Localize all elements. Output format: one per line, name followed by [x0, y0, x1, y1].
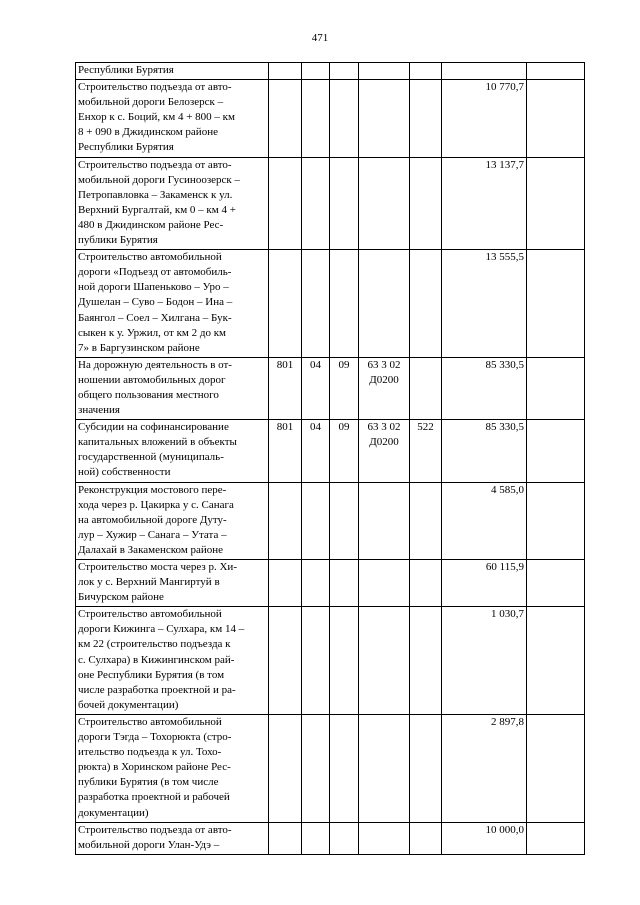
subsection-code-cell — [330, 157, 359, 250]
table-row — [76, 80, 585, 157]
admin-code-cell — [269, 482, 302, 559]
subsection-code-cell — [330, 80, 359, 157]
table-row — [76, 250, 585, 358]
expense-type-cell — [410, 822, 442, 854]
target-code-cell — [359, 560, 410, 607]
target-code-cell — [359, 482, 410, 559]
extra-cell — [527, 420, 585, 482]
item-name-cell: Строительство автомобильной дороги Кижинга – Сулхара, км 14 – км 22 (строительство подъезда к с. Сулхара) в Кижингинском рай- оне Республики Бурятия (в том числе разработка проектной и ра- бочей документации) — [76, 607, 269, 715]
item-name-cell: Строительство автомобильной дороги Тэгда – Тохорюкта (стро- ительство подъезда к ул. Тохо- рюкта) в Хоринском районе Рес- публики Бурятия (в том числе разработка проектной и рабочей документации) — [76, 714, 269, 822]
subsection-code-cell: 09 — [330, 420, 359, 482]
admin-code-cell — [269, 250, 302, 358]
admin-code-cell — [269, 80, 302, 157]
expense-type-cell — [410, 157, 442, 250]
item-name-cell: Строительство автомобильной дороги «Подъезд от автомобиль- ной дороги Шапеньково – Уро – Душелан – Суво – Бодон – Ина – Баянгол – Соел – Хилгана – Бук- сыкен к у. Уржил, от км 2 до км 7» в Баргузинском районе — [76, 250, 269, 358]
target-code-cell — [359, 250, 410, 358]
admin-code-cell — [269, 63, 302, 80]
target-code-cell — [359, 714, 410, 822]
subsection-code-cell — [330, 607, 359, 715]
item-name-cell: Строительство моста через р. Хи- лок у с. Верхний Мангиртуй в Бичурском районе — [76, 560, 269, 607]
table-row — [76, 63, 585, 80]
subsection-code-cell — [330, 560, 359, 607]
target-code-cell — [359, 822, 410, 854]
table-row — [76, 560, 585, 607]
expense-type-cell — [410, 80, 442, 157]
expense-type-cell — [410, 250, 442, 358]
extra-cell — [527, 157, 585, 250]
admin-code-cell — [269, 714, 302, 822]
admin-code-cell — [269, 822, 302, 854]
extra-cell — [527, 357, 585, 419]
subsection-code-cell — [330, 63, 359, 80]
item-name-cell: Строительство подъезда от авто- мобильной дороги Белозерск – Енхор к с. Боций, км 4 + 800 – км 8 + 090 в Джидинском районе Республики Бурятия — [76, 80, 269, 157]
section-code-cell — [302, 80, 330, 157]
section-code-cell — [302, 157, 330, 250]
table-row — [76, 482, 585, 559]
section-code-cell: 04 — [302, 420, 330, 482]
target-code-cell — [359, 80, 410, 157]
section-code-cell — [302, 560, 330, 607]
admin-code-cell: 801 — [269, 420, 302, 482]
amount-cell: 13 555,5 — [442, 250, 527, 358]
amount-cell: 1 030,7 — [442, 607, 527, 715]
amount-cell: 10 000,0 — [442, 822, 527, 854]
target-code-cell — [359, 157, 410, 250]
table-row — [76, 714, 585, 822]
section-code-cell — [302, 822, 330, 854]
amount-cell: 85 330,5 — [442, 420, 527, 482]
admin-code-cell — [269, 157, 302, 250]
subsection-code-cell — [330, 482, 359, 559]
item-name-cell: Реконструкция мостового пере- хода через р. Цакирка у с. Санага на автомобильной дороге Дуту- лур – Хужир – Санага – Утата – Далахай в Закаменском районе — [76, 482, 269, 559]
amount-cell: 4 585,0 — [442, 482, 527, 559]
item-name-cell: На дорожную деятельность в от- ношении автомобильных дорог общего пользования местного значения — [76, 357, 269, 419]
budget-table — [75, 62, 585, 855]
extra-cell — [527, 250, 585, 358]
expense-type-cell — [410, 607, 442, 715]
expense-type-cell — [410, 357, 442, 419]
table-row — [76, 357, 585, 419]
amount-cell: 10 770,7 — [442, 80, 527, 157]
amount-cell: 60 115,9 — [442, 560, 527, 607]
section-code-cell — [302, 607, 330, 715]
section-code-cell — [302, 250, 330, 358]
item-name-cell: Субсидии на софинансирование капитальных вложений в объекты государственной (муниципаль- ной) собственности — [76, 420, 269, 482]
amount-cell — [442, 63, 527, 80]
table-row — [76, 157, 585, 250]
extra-cell — [527, 63, 585, 80]
subsection-code-cell — [330, 822, 359, 854]
item-name-cell: Строительство подъезда от авто- мобильной дороги Улан-Удэ – — [76, 822, 269, 854]
subsection-code-cell — [330, 714, 359, 822]
extra-cell — [527, 714, 585, 822]
item-name-cell: Строительство подъезда от авто- мобильной дороги Гусиноозерск – Петропавловка – Закаменск к ул. Верхний Бургалтай, км 0 – км 4 + 480 в Джидинском районе Рес- публики Бурятия — [76, 157, 269, 250]
target-code-cell — [359, 63, 410, 80]
table-row — [76, 607, 585, 715]
subsection-code-cell: 09 — [330, 357, 359, 419]
target-code-cell: 63 3 02 Д0200 — [359, 357, 410, 419]
extra-cell — [527, 482, 585, 559]
expense-type-cell — [410, 63, 442, 80]
extra-cell — [527, 560, 585, 607]
section-code-cell — [302, 63, 330, 80]
item-name-cell: Республики Бурятия — [76, 63, 269, 80]
extra-cell — [527, 822, 585, 854]
amount-cell: 85 330,5 — [442, 357, 527, 419]
expense-type-cell — [410, 560, 442, 607]
table-row — [76, 822, 585, 854]
section-code-cell — [302, 714, 330, 822]
section-code-cell: 04 — [302, 357, 330, 419]
extra-cell — [527, 80, 585, 157]
target-code-cell: 63 3 02 Д0200 — [359, 420, 410, 482]
extra-cell — [527, 607, 585, 715]
admin-code-cell — [269, 560, 302, 607]
expense-type-cell — [410, 482, 442, 559]
expense-type-cell — [410, 714, 442, 822]
table-row — [76, 420, 585, 482]
page-number: 471 — [311, 32, 329, 44]
subsection-code-cell — [330, 250, 359, 358]
expense-type-cell: 522 — [410, 420, 442, 482]
admin-code-cell: 801 — [269, 357, 302, 419]
amount-cell: 13 137,7 — [442, 157, 527, 250]
target-code-cell — [359, 607, 410, 715]
section-code-cell — [302, 482, 330, 559]
amount-cell: 2 897,8 — [442, 714, 527, 822]
admin-code-cell — [269, 607, 302, 715]
